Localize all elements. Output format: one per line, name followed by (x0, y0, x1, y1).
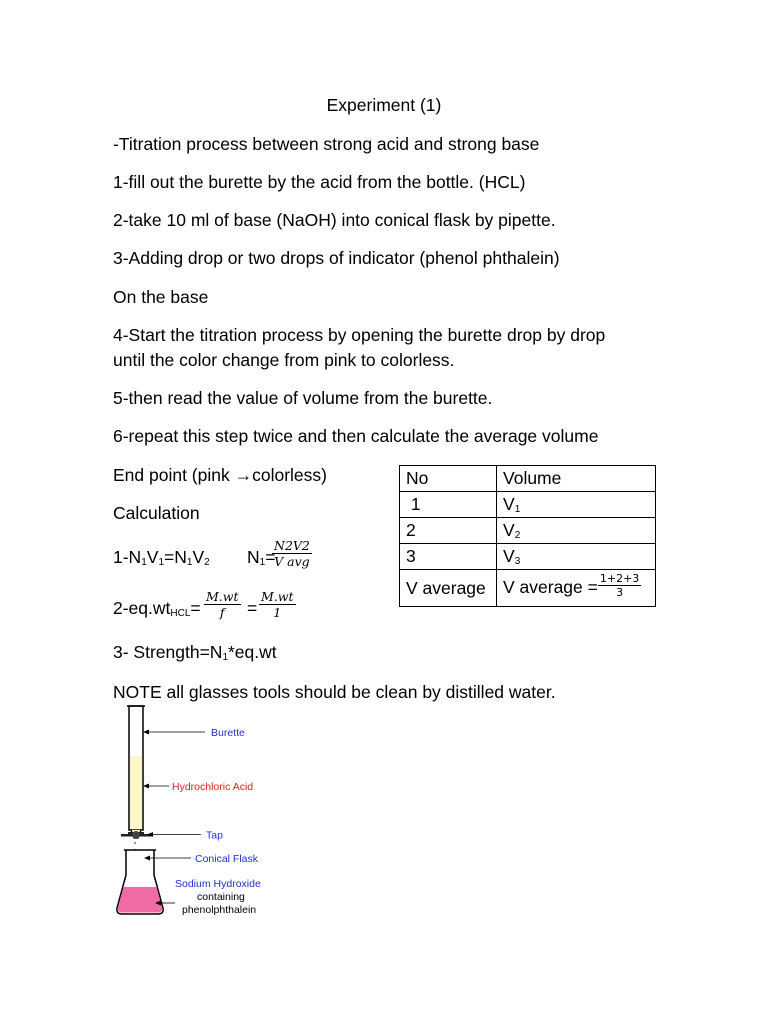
table-cell-no: 2 (400, 518, 497, 544)
table-cell-average-value: V average = $\frac{1+2+3}{3}$ (497, 570, 656, 607)
table-header-volume: Volume (497, 466, 656, 492)
label-burette: Burette (211, 727, 245, 739)
step-4-line-1: 4-Start the titration process by opening the burette drop by drop (113, 325, 606, 345)
table-row (400, 492, 656, 518)
end-point: End point (pink →colorless) (113, 465, 327, 485)
table-row (400, 544, 656, 570)
formula-1: $1-N_1V_1=N_1V_2$ (113, 547, 210, 568)
label-phenolphthalein: phenolphthalein (182, 904, 257, 916)
burette (127, 706, 145, 838)
eq-wt-fraction-1: $\frac{M.wt}{f}$ (206, 589, 239, 620)
table-cell-volume: $V_1$ (497, 492, 656, 518)
formula-3: 3- $Strength=N_1*eq.wt$ (113, 642, 277, 663)
conical-flask (117, 850, 163, 914)
formula-n1: $N_1=$ (247, 547, 276, 568)
volume-table (399, 465, 656, 607)
label-conical-flask: Conical Flask (195, 853, 259, 865)
label-hydrochloric-acid: Hydrochloric Acid (172, 781, 254, 793)
calculation-heading: Calculation (113, 503, 200, 523)
table-header-row (400, 466, 656, 492)
step-3: 3-Adding drop or two drops of indicator (phenol phthalein) (113, 248, 560, 268)
step-1: 1-fill out the burette by the acid from the bottle. (HCL) (113, 172, 526, 192)
step-2: 2-take 10 ml of base (NaOH) into conical flask by pipette. (113, 210, 556, 230)
step-5: 5-then read the value of volume from the burette. (113, 388, 493, 408)
table-cell-average-label: V average (400, 570, 497, 607)
base-liquid (118, 887, 162, 913)
table-cell-volume: $V_3$ (497, 544, 656, 570)
eq-wt-fraction-2: $\frac{M.wt}{1}$ (261, 589, 294, 620)
n1-fraction: N2V2 V avg (274, 538, 310, 569)
step-6: 6-repeat this step twice and then calculate the average volume (113, 426, 599, 446)
eq-sign: = (247, 598, 258, 618)
formula-2: $2-eq.wt_{HCL}=$ (113, 598, 201, 619)
table-row (400, 570, 656, 607)
note: NOTE all glasses tools should be clean by distilled water. (113, 682, 556, 702)
average-fraction: $\frac{1+2+3}{3}$ (599, 571, 640, 599)
label-tap: Tap (206, 829, 223, 842)
subtitle: -Titration process between strong acid and strong base (113, 134, 540, 154)
tap (121, 831, 151, 838)
label-sodium-hydroxide: Sodium Hydroxide (175, 878, 261, 890)
table-row (400, 518, 656, 544)
table-cell-no: 1 (400, 492, 497, 518)
table-header-no: No (400, 466, 497, 492)
titration-diagram (105, 700, 295, 920)
page-title: Experiment (1) (326, 95, 442, 115)
step-3-continued: On the base (113, 287, 209, 307)
table-cell-no: 3 (400, 544, 497, 570)
label-containing: containing (197, 891, 245, 903)
step-4-line-2: until the color change from pink to colorless. (113, 350, 455, 370)
acid-liquid (130, 756, 142, 829)
table-cell-volume: $V_2$ (497, 518, 656, 544)
